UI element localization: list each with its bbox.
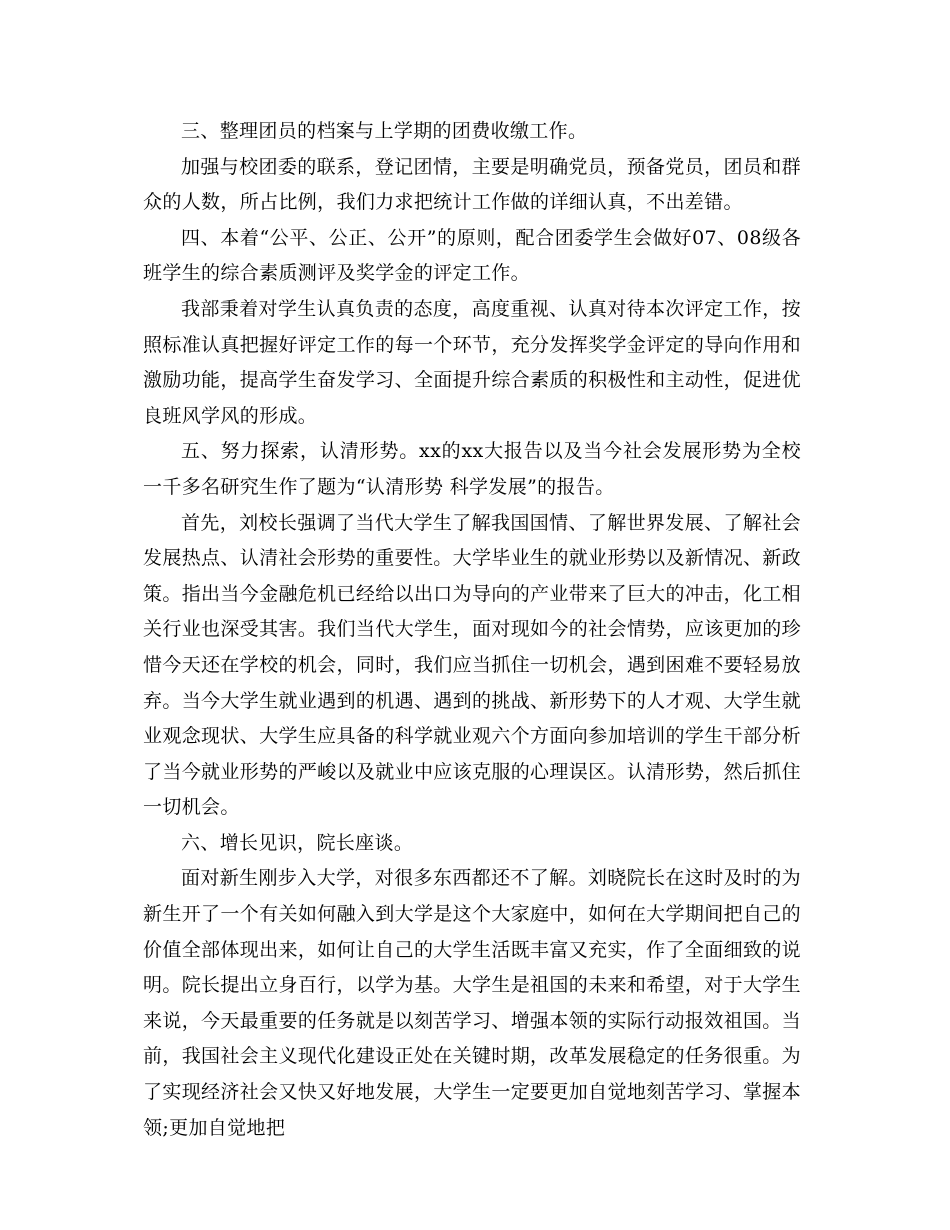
paragraph-section-6-heading: 六、增长见识，院长座谈。 <box>181 831 414 854</box>
document-body <box>143 114 801 1146</box>
paragraph-evaluation-work: 我部秉着对学生认真负责的态度，高度重视、认真对待本次评定工作，按照标准认真把握好评定工作的每一个环节，充分发挥奖学金评定的导向作用和激励功能，提高学生奋发学习、全面提升综合素质的积极性和主动性，促进优良班风学风的形成。 <box>143 297 801 427</box>
paragraph-league-contact: 加强与校团委的联系，登记团情，主要是明确党员，预备党员，团员和群众的人数，所占比例，我们力求把统计工作做的详细认真，不出差错。 <box>143 155 801 214</box>
paragraph-section-3-heading: 三、整理团员的档案与上学期的团费收缴工作。 <box>181 120 588 142</box>
paragraph-section-4-heading: 四、本着“公平、公正、公开”的原则，配合团委学生会做好07、08级各班学生的综合素质测评及奖学金的评定工作。 <box>143 226 801 285</box>
paragraph-dean-forum: 面对新生刚步入大学，对很多东西都还不了解。刘晓院长在这时及时的为新生开了一个有关如何融入到大学是这个大家庭中，如何在大学期间把自己的价值全部体现出来，如何让自己的大学生活既丰富又充实，作了全面细致的说明。院长提出立身百行，以学为基。大学生是祖国的未来和希望，对于大学生来说，今天最重要的任务就是以刻苦学习、增强本领的实际行动报效祖国。当前，我国社会主义现代化建设正处在关键时期，改革发展稳定的任务很重。为了实现经济社会又快又好地发展，大学生一定要更加自觉地刻苦学习、掌握本领;更加自觉地把 <box>143 867 801 1139</box>
paragraph-section-5-heading: 五、努力探索，认清形势。xx的xx大报告以及当今社会发展形势为全校一千多名研究生作了题为“认清形势 科学发展”的报告。 <box>143 440 801 498</box>
paragraph-employment-situation: 首先，刘校长强调了当代大学生了解我国国情、了解世界发展、了解社会发展热点、认清社会形势的重要性。大学毕业生的就业形势以及新情况、新政策。指出当今金融危机已经给以出口为导向的产业带来了巨大的冲击，化工相关行业也深受其害。我们当代大学生，面对现如今的社会情势，应该更加的珍惜今天还在学校的机会，同时，我们应当抓住一切机会，遇到困难不要轻易放弃。当今大学生就业遇到的机遇、遇到的挑战、新形势下的人才观、大学生就业观念现状、大学生应具备的科学就业观六个方面向参加培训的学生干部分析了当今就业形势的严峻以及就业中应该克服的心理误区。认清形势，然后抓住一切机会。 <box>143 511 801 819</box>
